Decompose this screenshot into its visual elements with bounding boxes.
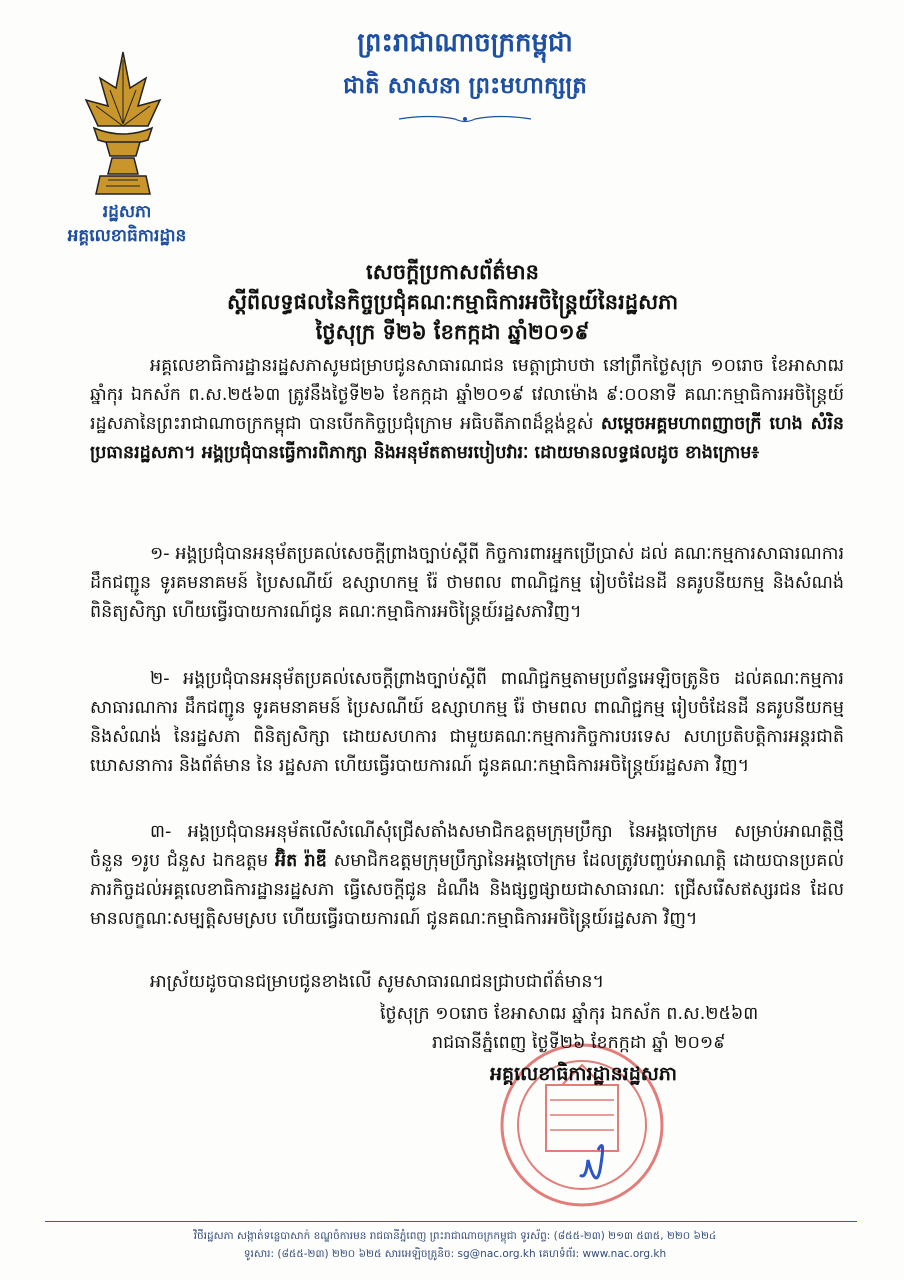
- place-date: រាជធានីភ្នំពេញ ថ្ងៃទី២៦ ខែកក្កដា ឆ្នាំ ២០១៩: [432, 1033, 726, 1053]
- signer-title: អគ្គលេខាធិការដ្ឋានរដ្ឋសភា: [490, 1063, 677, 1085]
- agenda-item-2: ២- អង្គប្រជុំបានអនុម័តប្រគល់សេចក្តីព្រាងច្បាប់ស្តីពី ពាណិជ្ជកម្មតាមប្រព័ន្ធអេឡិចត្រូនិច ដល់គណៈកម្មការសាធារណការ ដឹកជញ្ជូន ទូរគមនាគមន៍ ប្រៃសណីយ៍ ឧស្សាហកម្ម រ៉ែ ថាមពល ពាណិជ្ជកម្ម រៀបចំដែនដី នគរូបនីយកម្ម និងសំណង់ នៃរដ្ឋសភា ពិនិត្យសិក្សា ដោយសហការ ជាមួយគណៈកម្មការកិច្ចការបរទេស សហប្រតិបត្តិការអន្តរជាតិ ឃោសនាការ និងព័ត៌មាន នៃ រដ្ឋសភា ហើយធ្វើរបាយការណ៍ ជូនគណៈកម្មាធិការអចិន្ត្រៃយ៍រដ្ឋសភា វិញ។: [90, 669, 844, 776]
- press-release-title: សេចក្តីប្រកាសព័ត៌មាន: [366, 260, 539, 284]
- item3-text-a: ៣- អង្គប្រជុំបានអនុម័តលើសំណើសុំជ្រើសតាំងសមាជិកឧត្តមក្រុមប្រឹក្សា នៃអង្គចៅក្រម សម្រាប់អាណត្តិថ្មី ចំនួន ១រូប ជំនួស ឯកឧត្តម: [90, 822, 844, 871]
- national-motto: ជាតិ សាសនា ព្រះមហាក្សត្រ: [343, 73, 587, 99]
- intro-text: អគ្គលេខាធិការដ្ឋានរដ្ឋសភាសូមជម្រាបជូនសាធារណជន មេត្តាជ្រាបថា នៅព្រឹកថ្ងៃសុក្រ ១០រោច ខែអាសាឍ ឆ្នាំកុរ ឯកស័ក ព.ស.២៥៦៣ ត្រូវនឹងថ្ងៃទី២៦ ខែកក្កដា ឆ្នាំ២០១៩ វេលាម៉ោង ៩:០០នាទី គណៈកម្មាធិការអចិន្ត្រៃយ៍រដ្ឋសភានៃព្រះរាជាណាចក្រកម្ពុជា បានបើកកិច្ចប្រជុំក្រោម អធិបតីភាពដ៏ខ្ពង់ខ្ពស់: [90, 356, 844, 434]
- intro-bold-text: សម្តេចអគ្គមហាពញាចក្រី ហេង សំរិន ប្រធានរដ្ឋសភា។ អង្គប្រជុំបានធ្វើការពិភាក្សា និងអនុម័តតាមរបៀបវារៈ ដោយមានលទ្ធផលដូច ខាងក្រោម៖: [90, 414, 844, 463]
- ministry-line-2: អគ្គលេខាធិការដ្ឋាន: [67, 226, 187, 246]
- footer-divider: [45, 1221, 857, 1222]
- press-release-date: ថ្ងៃសុក្រ ទី២៦ ខែកក្កដា ឆ្នាំ២០១៩: [315, 320, 590, 344]
- ministry-line-1: រដ្ឋសភា: [102, 202, 152, 222]
- ministry-name: [52, 200, 202, 248]
- national-assembly-emblem-icon: [78, 48, 168, 198]
- intro-paragraph: [90, 352, 844, 468]
- kingdom-heading: ព្រះរាជាណាចក្រកម្ពុជា: [357, 28, 573, 58]
- press-release-subject: ស្តីពីលទ្ធផលនៃកិច្ចប្រជុំគណៈកម្មាធិការអចិន្ត្រៃយ៍នៃរដ្ឋសភា: [226, 290, 679, 314]
- item3-text-b: សមាជិកឧត្តមក្រុមប្រឹក្សានៃអង្គចៅក្រម ដែលត្រូវបញ្ចប់អាណត្តិ ដោយបានប្រគល់ភារកិច្ចដល់អគ្គលេខាធិការដ្ឋានរដ្ឋសភា ធ្វើសេចក្តីជូន ដំណឹង និងផ្សព្វផ្សាយជាសាធារណៈ ជ្រើសរើសឥស្សរជន ដែលមានលក្ខណៈសម្បត្តិសមស្រប ហើយធ្វើរបាយការណ៍ ជូនគណៈកម្មាធិការអចិន្ត្រៃយ៍រដ្ឋសភា វិញ។: [90, 851, 844, 929]
- agenda-item-3: [90, 818, 844, 934]
- footer-contacts: ទូរសារ: (៨៥៥-២៣) ២២០ ៦២៥ សារអេឡិចត្រូនិច: sg@nac.org.kh គេហទំព័រ: www.nac.org.kh: [243, 1248, 667, 1260]
- footer-address: វិថីរដ្ឋសភា សង្កាត់ទន្លេបាសាក់ ខណ្ឌចំការមន រាជធានីភ្នំពេញ ព្រះរាជាណាចក្រកម្ពុជា ទូរស័ព្ទ: (៨៥៥-២៣) ២១៣ ៥៣៥, ២២០ ៦២៤: [193, 1230, 717, 1242]
- lunar-date: ថ្ងៃសុក្រ ១០រោច ខែអាសាឍ ឆ្នាំកុរ ឯកស័ក ព.ស.២៥៦៣: [380, 1004, 759, 1024]
- closing-paragraph: អាស្រ័យដូចបានជម្រាបជូនខាងលើ សូមសាធារណជនជ្រាបជាព័ត៌មាន។: [150, 972, 605, 992]
- ornament-divider-icon: [395, 112, 535, 126]
- item3-name: អ៊ិត រ៉ាឌី: [274, 851, 327, 871]
- agenda-item-1: ១- អង្គប្រជុំបានអនុម័តប្រគល់សេចក្តីព្រាងច្បាប់ស្តីពី កិច្ចការពារអ្នកប្រើប្រាស់ ដល់ គណៈកម្មការសាធារណការ ដឹកជញ្ជូន ទូរគមនាគមន៍ ប្រៃសណីយ៍ ឧស្សាហកម្ម រ៉ែ ថាមពល ពាណិជ្ជកម្ម រៀបចំដែនដី នគរូបនីយកម្ម និងសំណង់ ពិនិត្យសិក្សា ហើយធ្វើរបាយការណ៍ជូន គណៈកម្មាធិការអចិន្ត្រៃយ៍រដ្ឋសភាវិញ។: [90, 544, 844, 622]
